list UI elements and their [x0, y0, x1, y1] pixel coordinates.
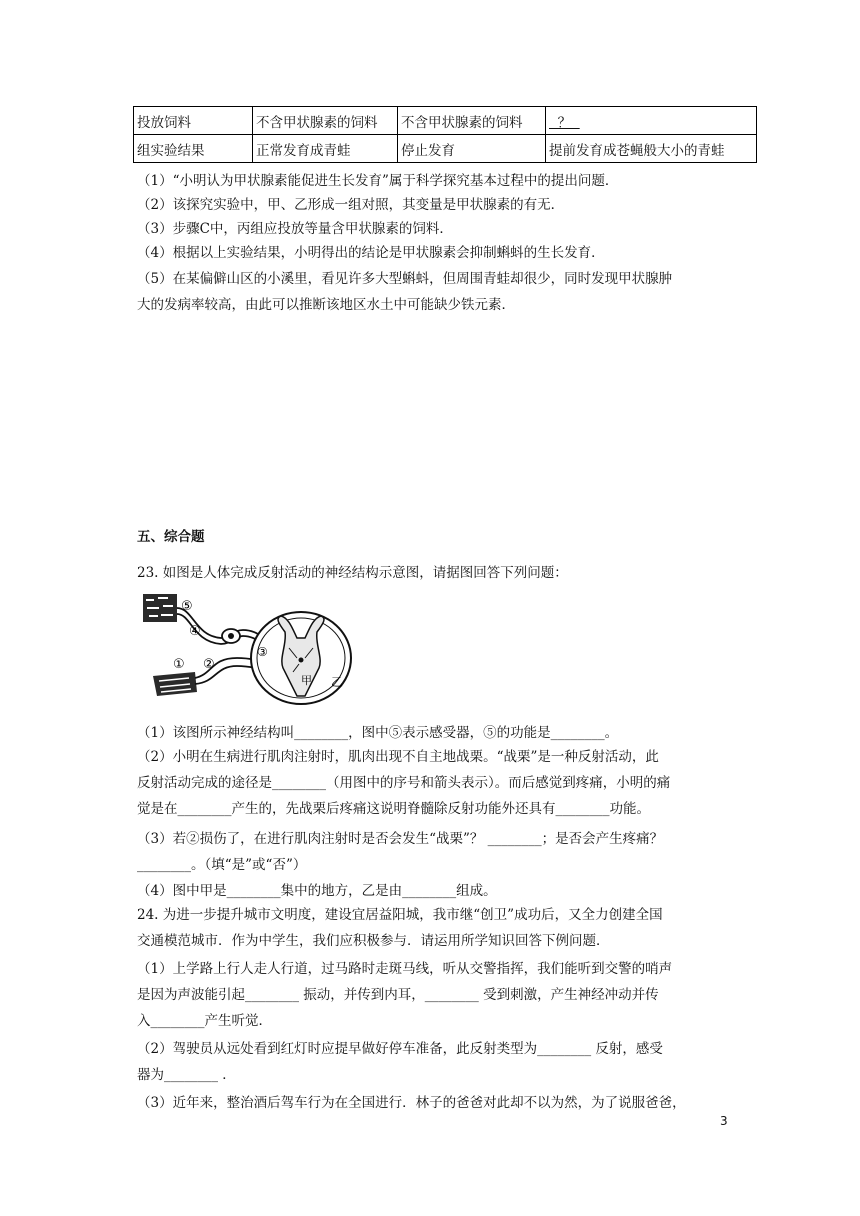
experiment-table	[133, 106, 757, 163]
judgment-1: （1）“小明认为甲状腺素能促进生长发育”属于科学探究基本过程中的提出问题．	[137, 173, 619, 189]
table-cell: 正常发育成青蛙	[253, 135, 398, 163]
q23-part-3: （3）若②损伤了，在进行肌肉注射时是否会发生“战栗”？ ________；是否会产生疼痛？	[137, 831, 664, 847]
question-mark-blank: ？	[549, 114, 580, 131]
q23-part-2: （2）小明在生病进行肌肉注射时，肌肉出现不自主地战栗。“战栗”是一种反射活动，此	[137, 749, 659, 765]
q23-part-4: （4）图中甲是________集中的地方，乙是由________组成。	[137, 883, 497, 899]
table-cell: 投放饲料	[134, 107, 253, 135]
judgment-5-cont: 大的发病率较高，由此可以推断该地区水土中可能缺少铁元素．	[137, 297, 515, 313]
q24-part-2: （2）驾驶员从远处看到红灯时应提早做好停车准备，此反射类型为________ 反射，感受	[137, 1041, 663, 1057]
q23-part-1: （1）该图所示神经结构叫________，图中⑤表示感受器，⑤的功能是________。	[137, 725, 619, 741]
q24-part-1-cont: 是因为声波能引起________ 振动，并传到内耳，________ 受到刺激，产生神经冲动并传	[137, 987, 659, 1003]
table-cell: 停止发育	[398, 135, 546, 163]
table-cell: 组实验结果	[134, 135, 253, 163]
judgment-2: （2）该探究实验中，甲、乙形成一组对照，其变量是甲状腺素的有无．	[137, 197, 565, 213]
receptor-skin-icon	[143, 594, 177, 622]
label-1: ①	[173, 657, 185, 672]
label-2: ②	[203, 657, 215, 672]
label-3: ③	[257, 645, 268, 659]
q23-part-2-cont: 反射活动完成的途径是________（用图中的序号和箭头表示）。而后感觉到疼痛，小明的痛	[137, 775, 671, 791]
q24-stem: 24. 为进一步提升城市文明度，建设宜居益阳城，我市继“创卫”成功后，又全力创建全国	[137, 907, 663, 923]
q24-part-1-cont2: 入________产生听觉．	[137, 1013, 272, 1029]
table-cell: 提前发育成苍蝇般大小的青蛙	[546, 135, 757, 163]
judgment-4: （4）根据以上实验结果，小明得出的结论是甲状腺素会抑制蝌蚪的生长发育．	[137, 245, 605, 261]
label-jia: 甲	[301, 674, 312, 687]
table-row	[134, 107, 757, 135]
judgment-3: （3）步骤C中，丙组应投放等量含甲状腺素的饲料．	[137, 221, 453, 237]
label-yi: 乙	[331, 675, 344, 689]
judgment-5: （5）在某偏僻山区的小溪里，看见许多大型蝌蚪，但周围青蛙却很少，同时发现甲状腺肿	[137, 271, 673, 287]
q24-part-2-cont: 器为________ ．	[137, 1067, 236, 1083]
label-4: ④	[189, 624, 201, 639]
q24-part-3: （3）近年来，整治酒后驾车行为在全国进行．林子的爸爸对此却不以为然，为了说服爸爸，	[137, 1095, 686, 1111]
q23-stem: 23. 如图是人体完成反射活动的神经结构示意图，请据图回答下列问题：	[137, 565, 568, 581]
page-number: 3	[720, 1114, 728, 1128]
table-cell: 不含甲状腺素的饲料	[253, 107, 398, 135]
section-title: 五、综合题	[137, 529, 205, 545]
table-row	[134, 135, 757, 163]
table-cell	[546, 107, 757, 135]
q24-part-1: （1）上学路上行人走人行道，过马路时走斑马线，听从交警指挥，我们能听到交警的哨声	[137, 961, 673, 977]
q24-stem-cont: 交通模范城市．作为中学生，我们应积极参与．请运用所学知识回答下例问题．	[137, 933, 610, 949]
label-5: ⑤	[181, 599, 193, 614]
reflex-arc-diagram	[133, 588, 368, 720]
q23-part-2-cont2: 觉是在________产生的，先战栗后疼痛这说明脊髓除反射功能外还具有________功能。	[137, 801, 650, 817]
effector-muscle-icon	[153, 672, 197, 696]
table-cell: 不含甲状腺素的饲料	[398, 107, 546, 135]
q23-part-3-cont: ________。（填“是”或“否”）	[137, 857, 307, 873]
